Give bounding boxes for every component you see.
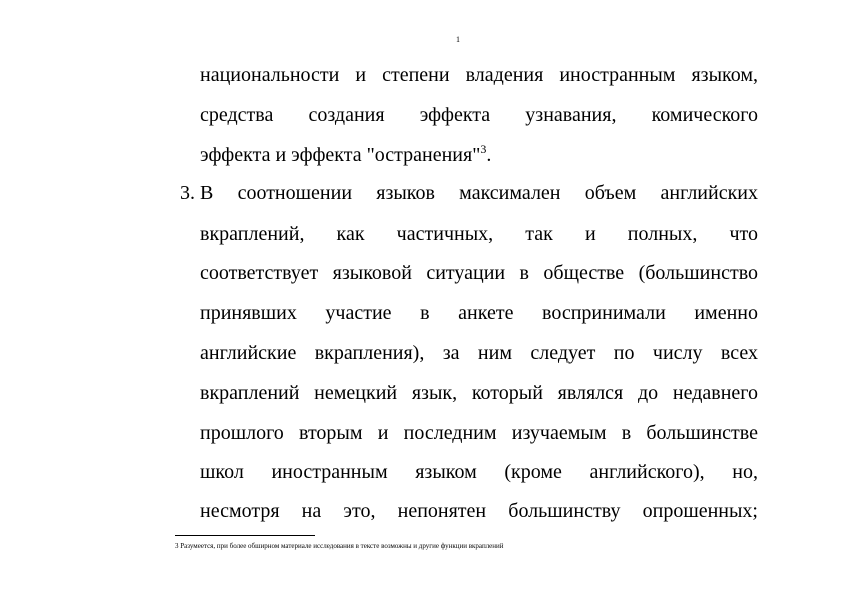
list-number: 3. bbox=[180, 182, 195, 204]
footnote-reference: 3 bbox=[480, 142, 487, 156]
text-line-10: прошлого вторым и последним изучаемым в большинстве bbox=[200, 422, 758, 444]
text-line-3-end: . bbox=[486, 144, 492, 166]
text-line-6: соответствует языковой ситуации в обществе (большинство bbox=[200, 262, 758, 284]
text-line-5: вкраплений, как частичных, так и полных, что bbox=[200, 223, 758, 245]
text-line-4: В соотношении языков максимален объем английских bbox=[200, 182, 758, 204]
text-line-9: вкраплений немецкий язык, который являлся до недавнего bbox=[200, 382, 758, 404]
text-line-8: английские вкрапления), за ним следует по числу всех bbox=[200, 342, 758, 364]
footnote-separator bbox=[175, 535, 315, 536]
text-line-11: школ иностранным языком (кроме английского), но, bbox=[200, 461, 758, 483]
text-line-3 bbox=[200, 143, 758, 167]
text-line-3-text: эффекта и эффекта "остранения" bbox=[200, 144, 481, 166]
text-line-7: принявших участие в анкете воспринимали именно bbox=[200, 302, 758, 324]
text-line-1: национальности и степени владения иностранным языком, bbox=[200, 64, 758, 86]
footnote-text: 3 Разумеется, при более обширном материале исследования в тексте возможны и другие функции вкраплений bbox=[175, 542, 504, 550]
text-line-2: средства создания эффекта узнавания, комического bbox=[200, 104, 758, 126]
page-number: 1 bbox=[456, 35, 460, 44]
text-line-12: несмотря на это, непонятен большинству опрошенных; bbox=[200, 500, 758, 522]
